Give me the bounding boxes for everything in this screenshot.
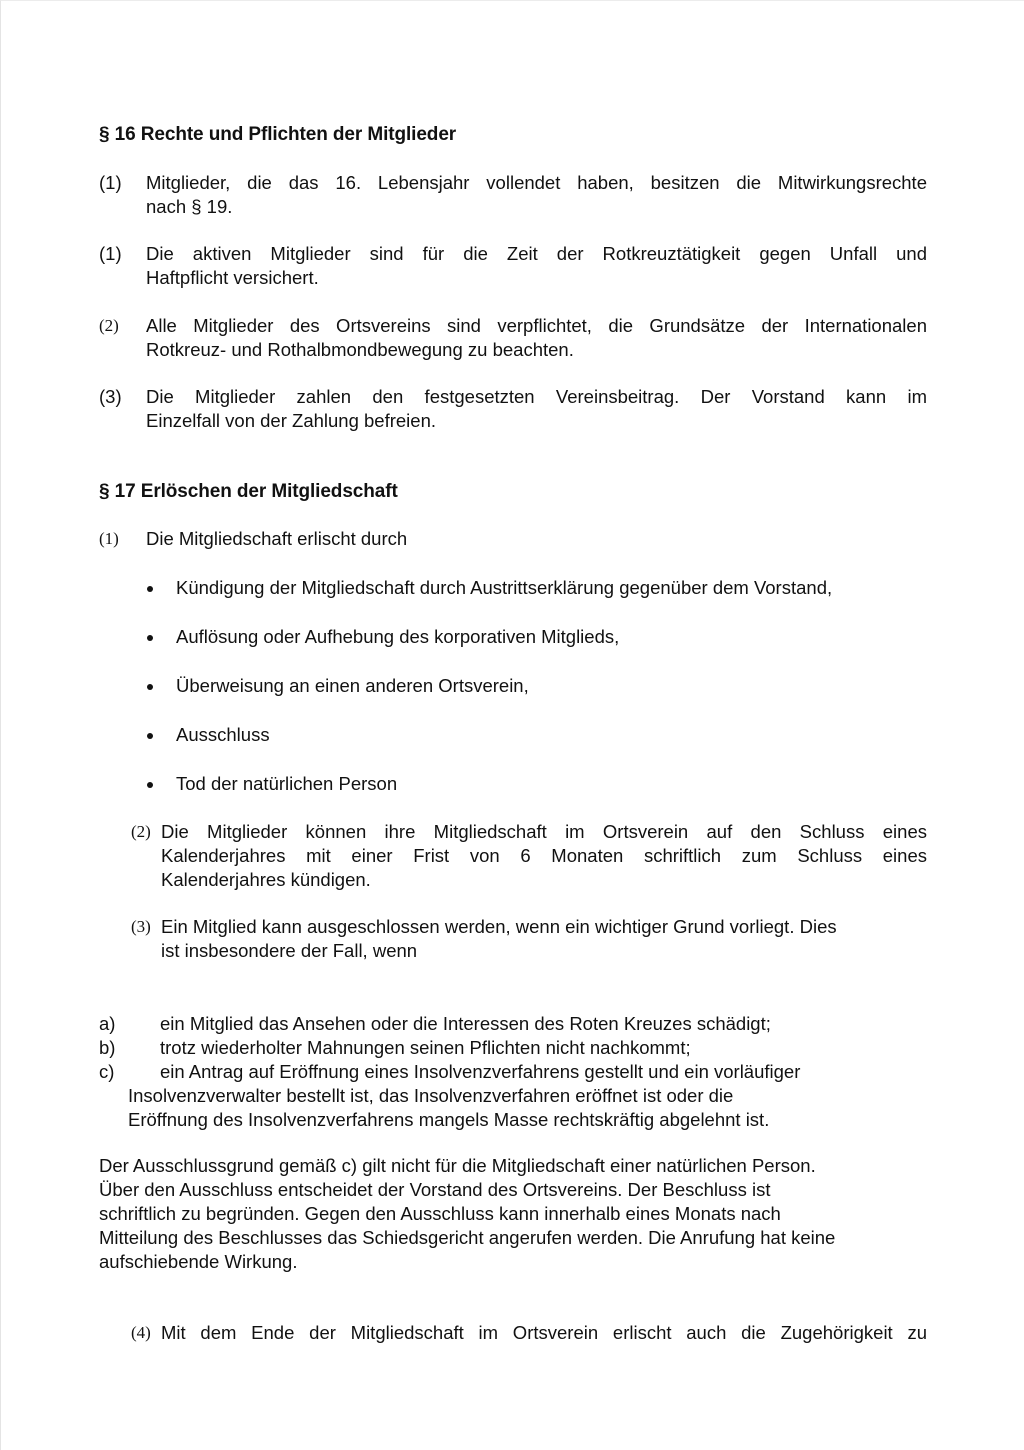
bullet-text: Kündigung der Mitgliedschaft durch Austrittserklärung gegenüber dem Vorstand, <box>176 577 833 598</box>
paragraph-line: Die Mitgliedschaft erlischt durch <box>146 528 408 549</box>
bullet-text: Überweisung an einen anderen Ortsverein, <box>176 675 529 696</box>
paragraph-line: Über den Ausschluss entscheidet der Vorstand des Ortsvereins. Der Beschluss ist <box>99 1179 771 1200</box>
item-label: a) <box>99 1013 116 1034</box>
paragraph-16-1 <box>99 171 927 219</box>
bullet-text: Tod der natürlichen Person <box>176 773 398 794</box>
paragraph-line: Haftpflicht versichert. <box>146 267 319 288</box>
bullet-item <box>146 723 926 747</box>
bullet-item <box>146 674 926 698</box>
item-label: b) <box>99 1037 116 1058</box>
paragraph-line: Die Mitglieder können ihre Mitgliedschaft im Ortsverein auf den Schluss eines <box>161 821 927 842</box>
item-text: ein Antrag auf Eröffnung eines Insolvenzverfahrens gestellt und ein vorläufiger <box>160 1061 801 1082</box>
paragraph-line: aufschiebende Wirkung. <box>99 1251 298 1272</box>
bullet-text: Ausschluss <box>176 724 270 745</box>
exclusion-note <box>99 1154 927 1274</box>
paragraph-line: nach § 19. <box>146 196 233 217</box>
item-text: ein Mitglied das Ansehen oder die Interessen des Roten Kreuzes schädigt; <box>160 1013 771 1034</box>
paragraph-line: Die aktiven Mitglieder sind für die Zeit der Rotkreuztätigkeit gegen Unfall und <box>146 243 927 264</box>
item-text: Eröffnung des Insolvenzverfahrens mangels Masse rechtskräftig abgelehnt ist. <box>128 1109 770 1130</box>
paragraph-17-4 <box>131 1321 927 1345</box>
paragraph-17-2 <box>131 820 927 892</box>
paragraph-number: (1) <box>99 172 122 193</box>
section-heading-16: § 16 Rechte und Pflichten der Mitglieder <box>99 124 457 145</box>
paragraph-line: Mit dem Ende der Mitgliedschaft im Ortsverein erlischt auch die Zugehörigkeit zu <box>161 1322 927 1343</box>
bullet-item <box>146 625 926 649</box>
paragraph-line: Ein Mitglied kann ausgeschlossen werden, wenn ein wichtiger Grund vorliegt. Dies <box>161 916 837 937</box>
bullet-icon <box>147 586 153 592</box>
paragraph-number: (2) <box>99 316 119 335</box>
lettered-item <box>99 1036 919 1060</box>
bullet-icon <box>147 733 153 739</box>
paragraph-line: Alle Mitglieder des Ortsvereins sind verpflichtet, die Grundsätze der Internationalen <box>146 315 927 336</box>
paragraph-number: (3) <box>131 917 151 936</box>
paragraph-line: Einzelfall von der Zahlung befreien. <box>146 410 437 431</box>
paragraph-line: Mitglieder, die das 16. Lebensjahr vollendet haben, besitzen die Mitwirkungsrechte <box>146 172 927 193</box>
item-text: trotz wiederholter Mahnungen seinen Pflichten nicht nachkommt; <box>160 1037 691 1058</box>
lettered-item <box>99 1012 919 1036</box>
paragraph-number: (2) <box>131 822 151 841</box>
item-text: Insolvenzverwalter bestellt ist, das Insolvenzverfahren eröffnet ist oder die <box>128 1085 734 1106</box>
paragraph-number: (3) <box>99 386 122 407</box>
lettered-list <box>99 1012 919 1132</box>
paragraph-line: schriftlich zu begründen. Gegen den Ausschluss kann innerhalb eines Monats nach <box>99 1203 781 1224</box>
bullet-item <box>146 772 926 796</box>
paragraph-line: Kalenderjahres kündigen. <box>161 869 371 890</box>
paragraph-16-1b <box>99 242 927 290</box>
paragraph-line: Der Ausschlussgrund gemäß c) gilt nicht für die Mitgliedschaft einer natürlichen Person. <box>99 1155 816 1176</box>
paragraph-number: (4) <box>131 1323 151 1342</box>
section-heading-17: § 17 Erlöschen der Mitgliedschaft <box>99 481 398 502</box>
paragraph-line: Rotkreuz- und Rothalbmondbewegung zu beachten. <box>146 339 574 360</box>
paragraph-line: Mitteilung des Beschlusses das Schiedsgericht angerufen werden. Die Anrufung hat keine <box>99 1227 836 1248</box>
bullet-icon <box>147 782 153 788</box>
item-label: c) <box>99 1061 115 1082</box>
paragraph-16-2 <box>99 314 927 362</box>
paragraph-line: Kalenderjahres mit einer Frist von 6 Monaten schriftlich zum Schluss eines <box>161 845 927 866</box>
paragraph-17-1 <box>99 527 927 551</box>
lettered-item <box>99 1060 919 1132</box>
bullet-text: Auflösung oder Aufhebung des korporativen Mitglieds, <box>176 626 620 647</box>
paragraph-line: ist insbesondere der Fall, wenn <box>161 940 418 961</box>
paragraph-number: (1) <box>99 243 122 264</box>
bullet-icon <box>147 684 153 690</box>
paragraph-number: (1) <box>99 529 119 548</box>
paragraph-16-3 <box>99 385 927 433</box>
paragraph-17-3 <box>131 915 927 963</box>
bullet-item <box>146 576 926 600</box>
bullet-icon <box>147 635 153 641</box>
paragraph-line: Die Mitglieder zahlen den festgesetzten Vereinsbeitrag. Der Vorstand kann im <box>146 386 927 407</box>
